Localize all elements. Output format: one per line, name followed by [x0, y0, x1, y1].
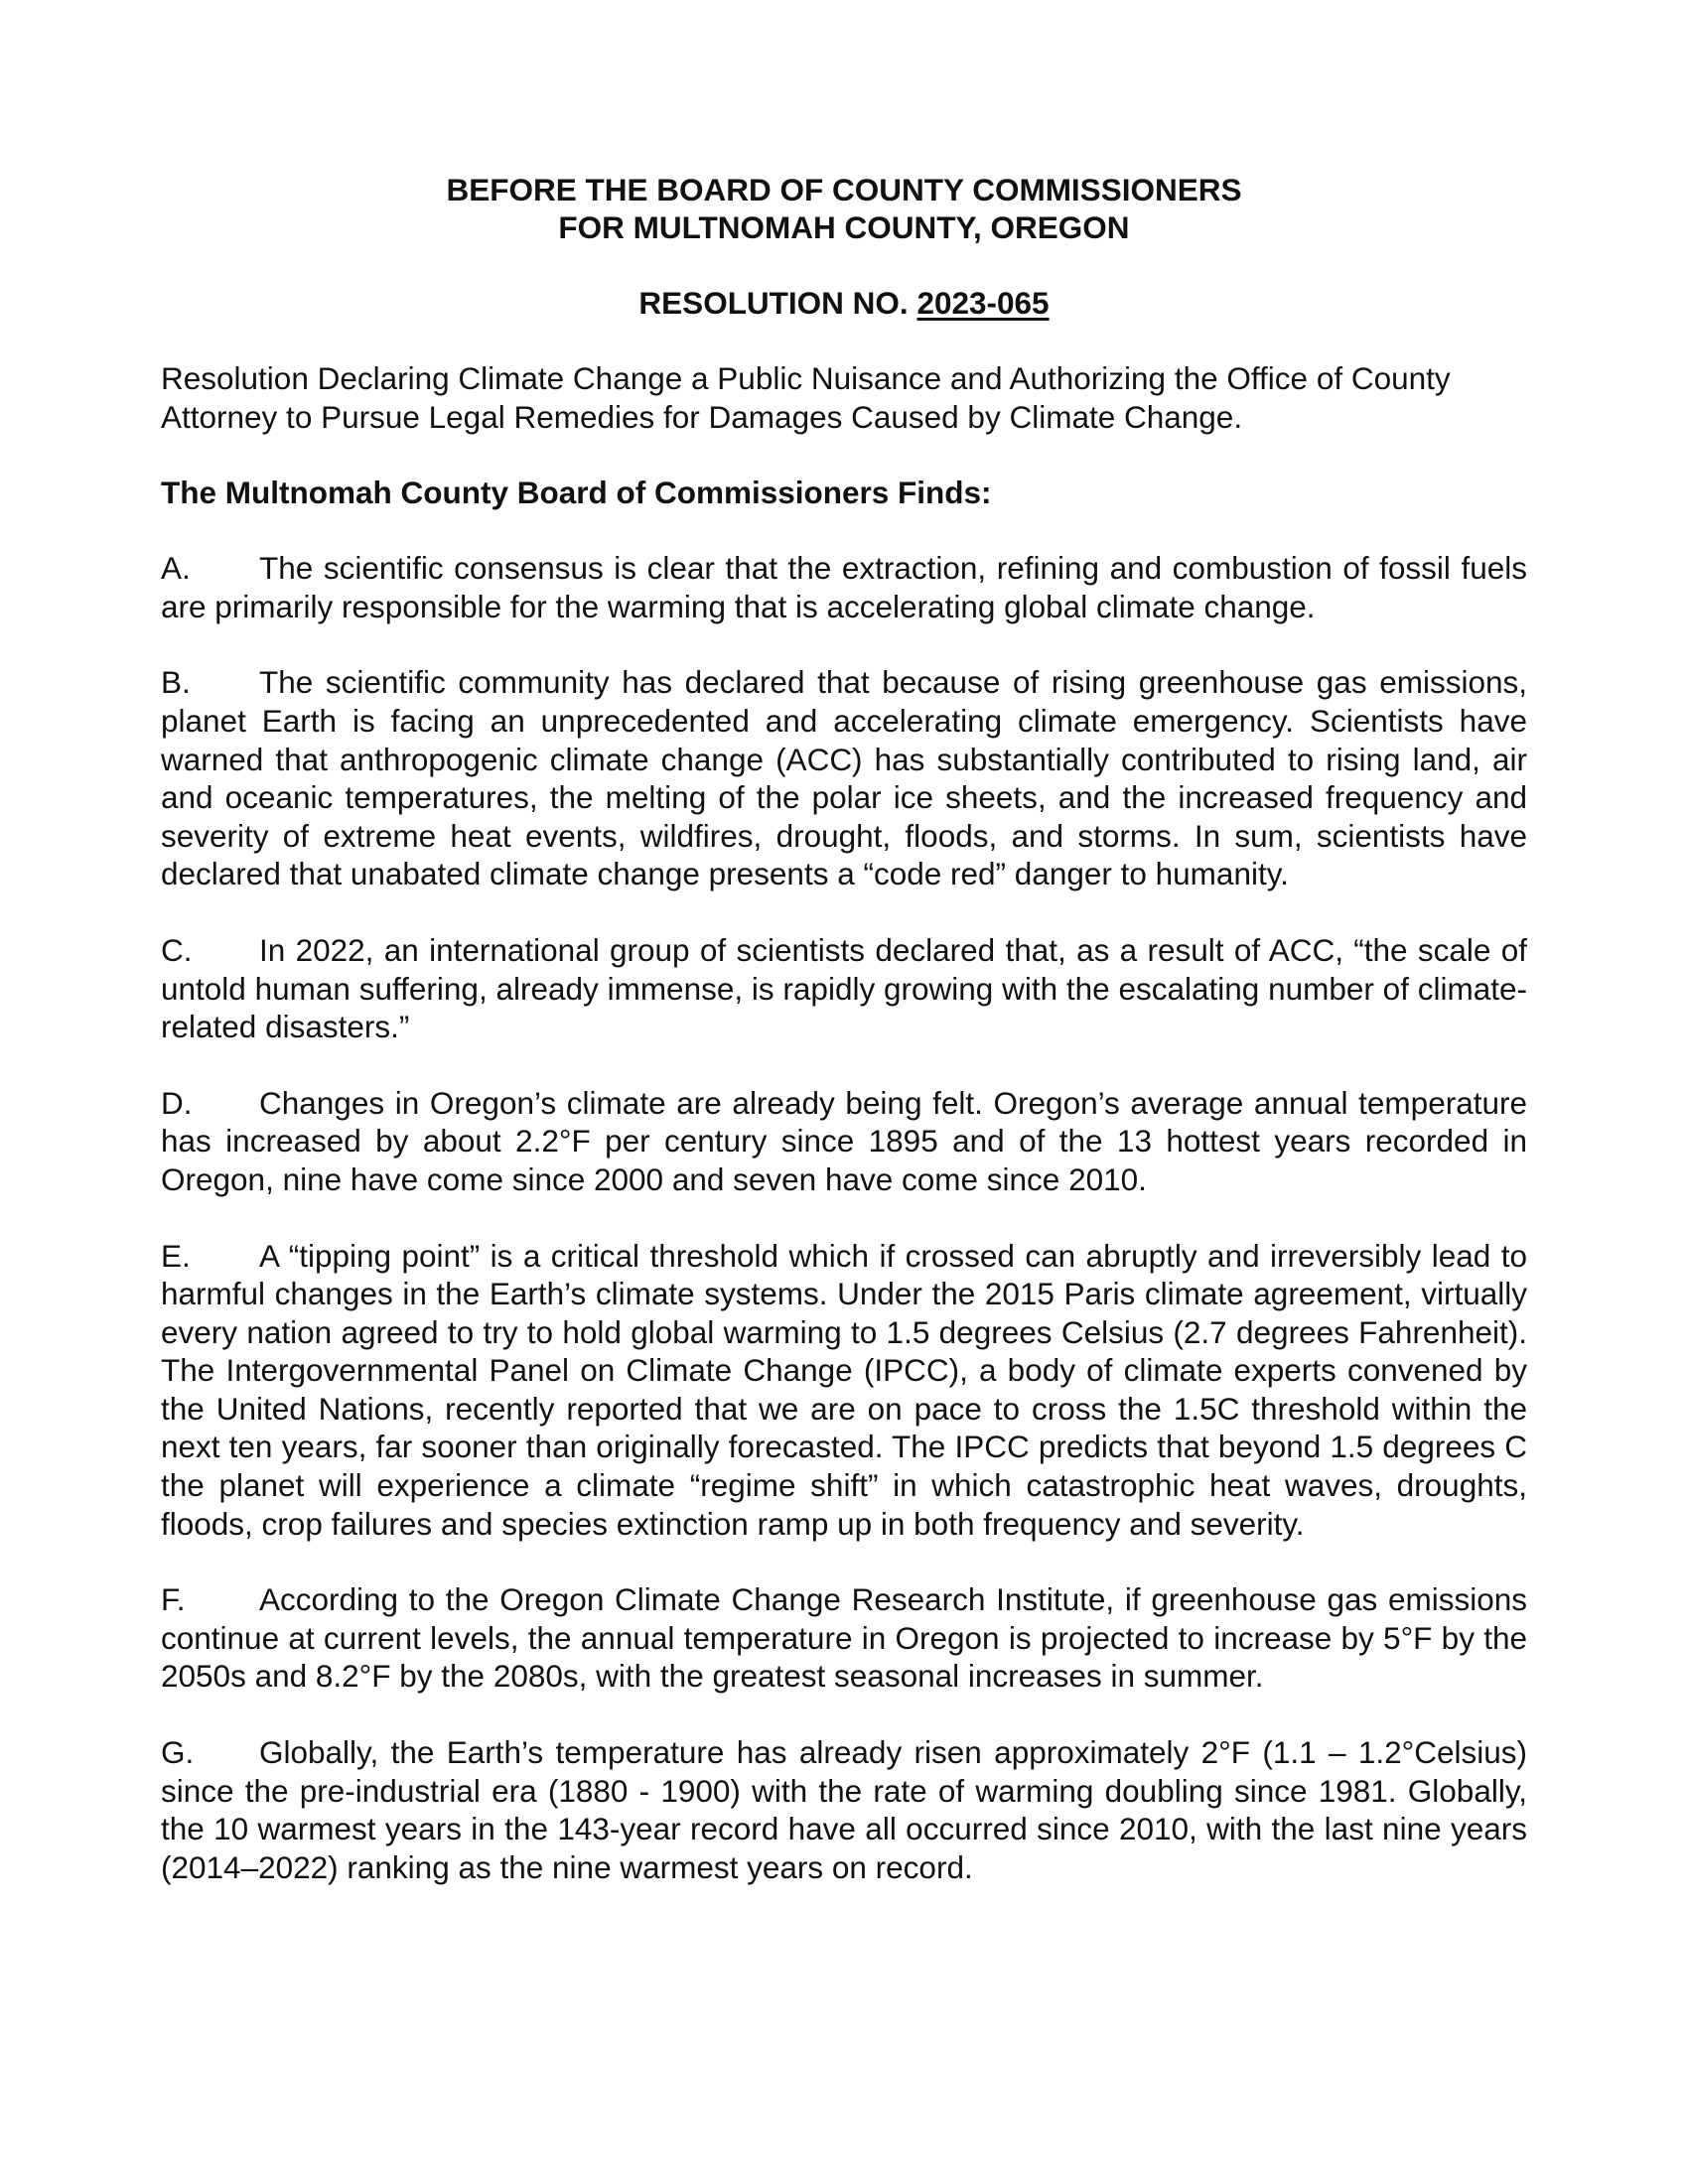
resolution-heading — [161, 284, 1527, 322]
finding-letter: A. — [161, 550, 191, 587]
finding-text: The scientific community has declared that because of rising greenhouse gas emissions, planet Earth is facing an unprecedented and accelerating climate emergency. Scientists have warned that anthropogenic climate change (ACC) has substantially contributed to rising land, air and oceanic temperatures, the melting of the polar ice sheets, and the increased frequency and severity of extreme heat events, wildfires, drought, floods, and storms. In sum, scientists have declared that unabated climate change presents a “code red” danger to humanity. — [161, 664, 1527, 892]
finding-text: Changes in Oregon’s climate are already being felt. Oregon’s average annual temperature has increased by about 2.2°F per century since 1895 and of the 13 hottest years recorded in Oregon, nine have come since 2000 and seven have come since 2010. — [161, 1084, 1527, 1197]
finding-text: In 2022, an international group of scientists declared that, as a result of ACC, “the scale of untold human suffering, already immense, is rapidly growing with the escalating number of climate-related disasters.” — [161, 931, 1527, 1045]
header-line-2: FOR MULTNOMAH COUNTY, OREGON — [558, 209, 1130, 245]
finding-text: According to the Oregon Climate Change Research Institute, if greenhouse gas emissions continue at current levels, the annual temperature in Oregon is projected to increase by 5°F by the 2050s and 8.2°F by the 2080s, with the greatest seasonal increases in summer. — [161, 1581, 1527, 1695]
resolution-label: RESOLUTION NO. — [638, 285, 909, 321]
finding-text: Globally, the Earth’s temperature has already risen approximately 2°F (1.1 – 1.2°Celsius) since the pre-industrial era (1880 - 1900) with the rate of warming doubling since 1981. Globally, the 10 warmest years in the 143-year record have all occurred since 2010, with the last nine years (2014–2022) ranking as the nine warmest years on record. — [161, 1734, 1527, 1885]
finding-letter: G. — [161, 1734, 195, 1771]
finding-text: The scientific consensus is clear that the extraction, refining and combustion of fossil fuels are primarily responsible for the warming that is accelerating global climate change. — [161, 550, 1527, 624]
document-body — [161, 171, 1527, 1886]
finding-e — [161, 1237, 1527, 1544]
finding-letter: F. — [161, 1581, 186, 1618]
finding-c — [161, 931, 1527, 1046]
finding-letter: B. — [161, 664, 191, 701]
finding-letter: D. — [161, 1084, 193, 1121]
finding-b — [161, 663, 1527, 893]
resolution-title: Resolution Declaring Climate Change a Public Nuisance and Authorizing the Office of County Attorney to Pursue Legal Remedies for Damages Caused by Climate Change. — [161, 360, 1451, 435]
finding-g — [161, 1733, 1527, 1886]
resolution-number: 2023-065 — [916, 285, 1050, 321]
finding-d — [161, 1084, 1527, 1199]
finding-letter: C. — [161, 931, 193, 968]
findings-heading: The Multnomah County Board of Commissioners Finds: — [161, 475, 992, 511]
finding-letter: E. — [161, 1237, 191, 1274]
finding-a — [161, 549, 1527, 625]
finding-text: A “tipping point” is a critical threshold which if crossed can abruptly and irreversibly lead to harmful changes in the Earth’s climate systems. Under the 2015 Paris climate agreement, virtually every nation agreed to try to hold global warming to 1.5 degrees Celsius (2.7 degrees Fahrenheit). The Intergovernmental Panel on Climate Change (IPCC), a body of climate experts convened by the United Nations, recently reported that we are on pace to cross the 1.5C threshold within the next ten years, far sooner than originally forecasted. The IPCC predicts that beyond 1.5 degrees C the planet will experience a climate “regime shift” in which catastrophic heat waves, droughts, floods, crop failures and species extinction ramp up in both frequency and severity. — [161, 1237, 1527, 1542]
finding-f — [161, 1580, 1527, 1696]
header-line-1: BEFORE THE BOARD OF COUNTY COMMISSIONERS — [446, 172, 1242, 207]
